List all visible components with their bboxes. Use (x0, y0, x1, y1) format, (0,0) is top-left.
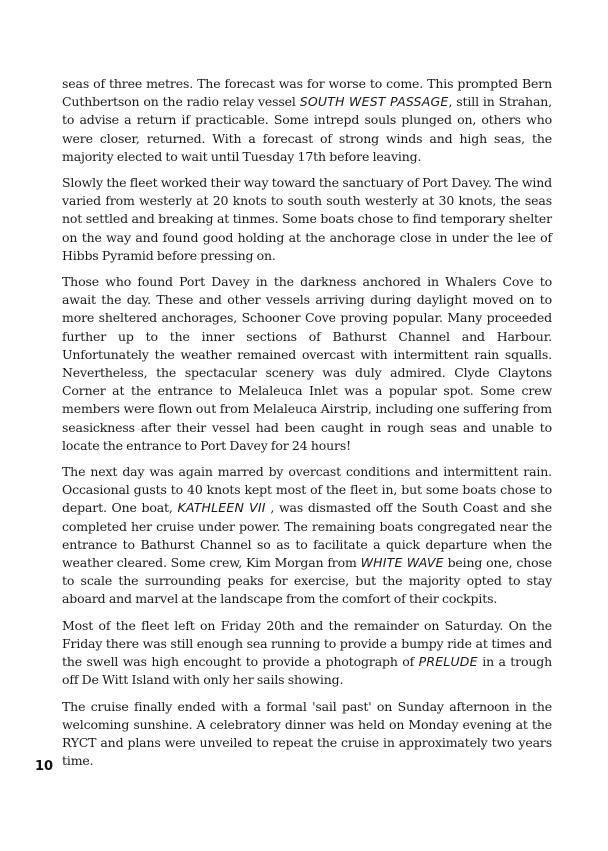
paragraph-3 (62, 273, 552, 455)
paragraph-text: Most of the fleet left on Friday 20th and the remainder on Saturday. On the Friday there was still enough sea running to provide a bumpy ride at times and the swell was high encought to provide a photograph of (62, 617, 552, 670)
vessel-name: PRELUDE (418, 654, 478, 670)
paragraph-4 (62, 463, 552, 609)
paragraph-text: Slowly the fleet worked their way toward the sanctuary of Port Davey. The wind varied from westerly at 20 knots to south south westerly at 30 knots, the seas not settled and breaking at tinmes. Some boats chose to find temporary shelter on the way and found good holding at the anchorage close in under the lee of Hibbs Pyramid before pressing on. (62, 175, 552, 263)
paragraph-text: The cruise finally ended with a formal 'sail past' on Sunday afternoon in the welcoming sunshine. A celebratory dinner was held on Monday evening at the RYCT and plans were unveiled to repeat the cruise in approximately two years time. (62, 698, 552, 769)
paragraph-text: , still in Strahan, to advise a return if practicable. Some intrepd souls plunged on, others who were closer, returned. With a forecast of strong winds and high seas, the majority elected to wait until Tuesday 17th before leaving. (62, 94, 552, 164)
paragraph-text: Those who found Port Davey in the darkness anchored in Whalers Cove to await the day. These and other vessels arriving during daylight moved on to more sheltered anchorages, Schooner Cove proving popular. Many proceeded further up to the inner sections of Bathurst Channel and Harbour. Unfortunately the weather remained overcast with intermittent rain squalls. Nevertheless, the spectacular scenery was duly admired. Clyde Claytons Corner at the entrance to Melaleuca Inlet was a popular spot. Some crew members were flown out from Melaleuca Airstrip, including one suffering from seasickness after their vessel had been caught in rough seas and unable to locate the entrance to Port Davey for 24 hours! (62, 274, 552, 453)
article-body (62, 75, 552, 778)
paragraph-text: The next day was again marred by overcast conditions and intermittent rain. Occasional gusts to 40 knots kept most of the fleet in, but some boats chose to depart. One boat, (62, 464, 552, 516)
paragraph-1 (62, 75, 552, 166)
paragraph-text: , was dismasted off the South Coast and she completed her cruise under power. The remaining boats congregated near the entrance to Bathurst Channel so as to facilitate a quick departure when the weather cleared. Some crew, Kim Morgan from (62, 500, 552, 571)
paragraph-2 (62, 174, 552, 265)
paragraph-5 (62, 617, 552, 690)
vessel-name: SOUTH WEST PASSAGE (299, 94, 449, 110)
page-number: 10 (35, 759, 54, 774)
vessel-name: KATHLEEN VII (177, 500, 266, 516)
paragraph-text: being one, chose to scale the surrounding peaks for exercise, but the majority opted to stay aboard and marvel at the landscape from the comfort of their cockpits. (62, 555, 553, 607)
paragraph-text: in a trough off De Witt Island with only her sails showing. (62, 654, 552, 688)
paragraph-6 (62, 698, 552, 771)
vessel-name: WHITE WAVE (360, 555, 444, 571)
paragraph-text: seas of three metres. The forecast was for worse to come. This prompted Bern Cuthbertson on the radio relay vessel (62, 76, 552, 110)
